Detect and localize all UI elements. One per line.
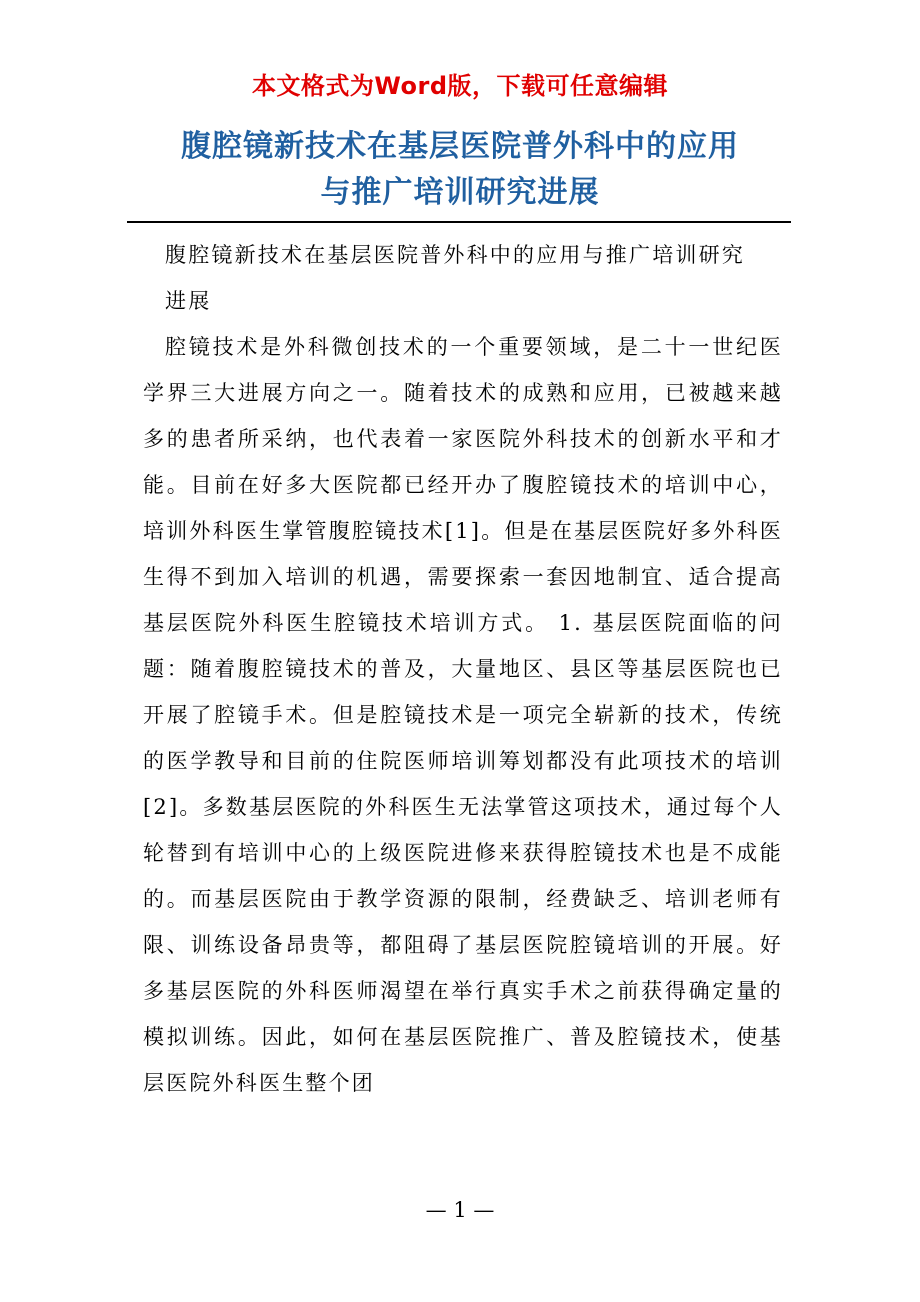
paragraph-subtitle-continued: 进展 xyxy=(165,289,212,313)
title-divider xyxy=(127,221,791,223)
document-body xyxy=(143,232,783,1106)
title-line-2: 与推广培训研究进展 xyxy=(320,175,600,210)
page-number: — 1 — xyxy=(425,1198,495,1222)
title-line-1: 腹腔镜新技术在基层医院普外科中的应用 xyxy=(181,129,739,164)
document-title xyxy=(120,124,800,216)
paragraph-subtitle: 腹腔镜新技术在基层医院普外科中的应用与推广培训研究 xyxy=(165,243,745,267)
format-notice: 本文格式为Word版，下载可任意编辑 xyxy=(251,72,669,100)
paragraph-main: 腔镜技术是外科微创技术的一个重要领域，是二十一世纪医学界三大进展方向之一。随着技术的成熟和应用，已被越来越多的患者所采纳，也代表着一家医院外科技术的创新水平和才能。目前在好多大医院都已经开办了腹腔镜技术的培训中心，培训外科医生掌管腹腔镜技术[1]。但是在基层医院好多外科医生得不到加入培训的机遇，需要探索一套因地制宜、适合提高基层医院外科医生腔镜技术培训方式。 1. 基层医院面临的问题：随着腹腔镜技术的普及，大量地区、县区等基层医院也已开展了腔镜手术。但是腔镜技术是一项完全崭新的技术，传统的医学教导和目前的住院医师培训筹划都没有此项技术的培训[2]。多数基层医院的外科医生无法掌管这项技术，通过每个人轮替到有培训中心的上级医院进修来获得腔镜技术也是不成能的。而基层医院由于教学资源的限制，经费缺乏、培训老师有限、训练设备昂贵等，都阻碍了基层医院腔镜培训的开展。好多基层医院的外科医师渴望在举行真实手术之前获得确定量的模拟训练。因此，如何在基层医院推广、普及腔镜技术，使基层医院外科医生整个团 xyxy=(143,335,783,1095)
